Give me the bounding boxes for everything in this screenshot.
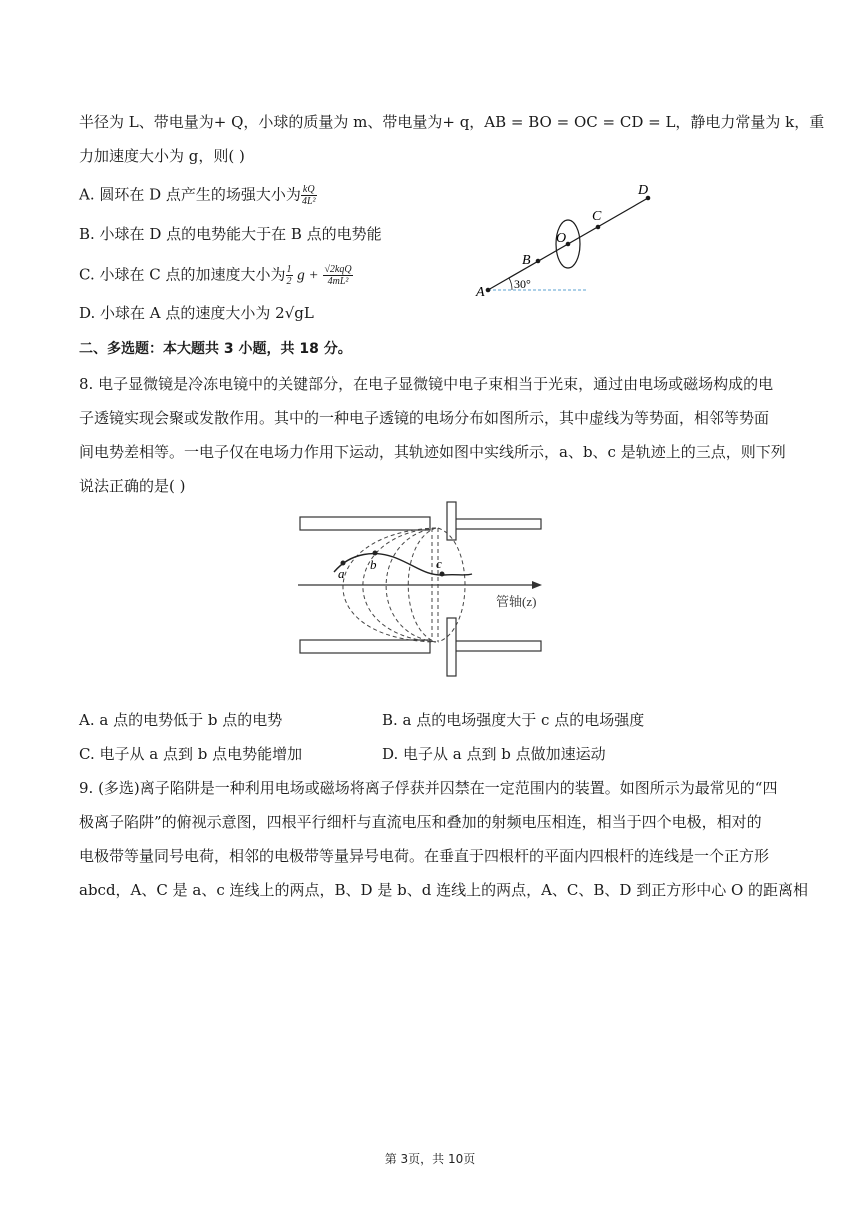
q9-stem-line2: 极离子陷阱”的俯视示意图，四根平行细杆与直流电压和叠加的射频电压相连，相当于四个电极，相对的 — [79, 813, 762, 831]
q7-option-b: B. 小球在 D 点的电势能大于在 B 点的电势能 — [79, 225, 382, 243]
q9-stem-line4: abcd，A、C 是 a、c 连线上的两点，B、D 是 b、d 连线上的两点，A、C、B、D 到正方形中心 O 的距离相 — [79, 881, 809, 899]
top-electrode — [447, 502, 456, 540]
q8-figure — [296, 500, 580, 680]
bottom-right-plate — [455, 641, 541, 651]
q8-option-d: D. 电子从 a 点到 b 点做加速运动 — [382, 745, 606, 763]
q7-option-a — [79, 184, 317, 207]
fraction-numerator: kQ — [302, 184, 315, 195]
bottom-electrode — [447, 618, 456, 676]
q7-stem-line2: 力加速度大小为 g，则( ) — [79, 147, 245, 165]
q7-option-c-mid: g + — [297, 267, 319, 284]
q7-option-a-text: A. 圆环在 D 点产生的场强大小为 — [79, 185, 301, 204]
label-b: B — [522, 253, 531, 268]
q7-option-c-text: C. 小球在 C 点的加速度大小为 — [79, 265, 286, 284]
point-b-dot — [373, 551, 378, 556]
q8-option-c: C. 电子从 a 点到 b 点电势能增加 — [79, 745, 303, 763]
fraction-numerator: 1 — [286, 264, 292, 275]
q7-option-d: D. 小球在 A 点的速度大小为 2√gL — [79, 304, 314, 322]
q7-figure — [470, 176, 670, 302]
label-a: a — [338, 566, 345, 581]
label-o: O — [556, 231, 567, 246]
page-footer: 第 3页，共 10页 — [384, 1152, 476, 1166]
q7-option-c-fraction-half — [286, 264, 293, 287]
top-right-plate — [455, 519, 541, 529]
label-c: c — [436, 556, 442, 571]
point-c-dot — [596, 225, 601, 230]
q8-option-a: A. a 点的电势低于 b 点的电势 — [79, 711, 283, 729]
q9-stem-line1: 9. (多选)离子陷阱是一种利用电场或磁场将离子俘获并囚禁在一定范围内的装置。如图所示为最常见的“四 — [79, 779, 778, 797]
electron-trajectory — [334, 554, 472, 575]
point-a-dot — [486, 288, 491, 293]
q9-stem-line3: 电极带等量同号电荷，相邻的电极带等量异号电荷。在垂直于四根杆的平面内四根杆的连线是一个正方形 — [79, 847, 770, 865]
angle-arc — [509, 278, 512, 290]
top-left-plate — [300, 517, 430, 530]
fraction-denominator: 4mL² — [327, 276, 349, 287]
point-c-dot — [440, 572, 445, 577]
point-o-dot — [566, 242, 571, 247]
label-b: b — [370, 557, 377, 572]
label-a: A — [476, 285, 485, 300]
q7-option-c-fraction — [323, 264, 352, 287]
q8-stem-line4: 说法正确的是( ) — [79, 477, 186, 495]
fraction-denominator: 4L² — [301, 196, 316, 207]
q7-option-c — [79, 264, 353, 287]
q8-option-b: B. a 点的电场强度大于 c 点的电场强度 — [382, 711, 645, 729]
point-b-dot — [536, 259, 541, 264]
fraction-numerator: √2kqQ — [324, 264, 352, 275]
q8-stem-line3: 间电势差相等。一电子仅在电场力作用下运动，其轨迹如图中实线所示，a、b、c 是轨迹上的三点，则下列 — [79, 443, 786, 461]
label-d: D — [638, 183, 649, 198]
axis-label: 管轴(z) — [496, 594, 537, 609]
point-a-dot — [341, 561, 346, 566]
axis-arrowhead — [532, 581, 542, 589]
q7-stem-line1: 半径为 L、带电量为+ Q，小球的质量为 m、带电量为+ q，AB = BO = OC = CD = L，静电力常量为 k，重 — [79, 113, 825, 131]
section-title-multiple-choice: 二、多选题：本大题共 3 小题，共 18 分。 — [79, 341, 352, 357]
label-c: C — [592, 209, 602, 224]
angle-label: 30° — [514, 277, 531, 291]
q8-stem-line2: 子透镜实现会聚或发散作用。其中的一种电子透镜的电场分布如图所示，其中虚线为等势面，相邻等势面 — [79, 409, 770, 427]
bottom-left-plate — [300, 640, 430, 653]
fraction-denominator: 2 — [286, 276, 292, 287]
q7-option-a-fraction — [301, 184, 317, 207]
q8-stem-line1: 8. 电子显微镜是冷冻电镜中的关键部分，在电子显微镜中电子束相当于光束，通过由电场或磁场构成的电 — [79, 375, 774, 393]
